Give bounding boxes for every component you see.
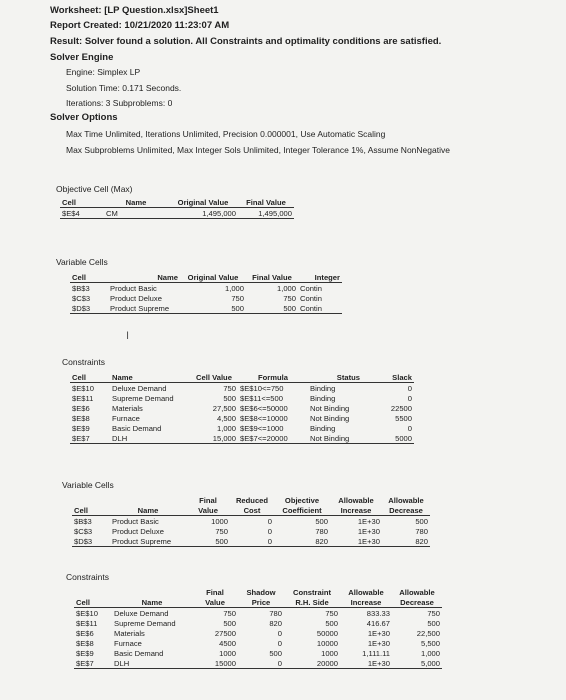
table-row [60, 208, 294, 219]
col-header: Name [104, 197, 168, 208]
col-header: Integer [298, 272, 342, 283]
cell-ref: $E$8 [72, 413, 90, 423]
constraint-rhs: 500 [325, 618, 338, 628]
worksheet-title: Worksheet: [LP Question.xlsx]Sheet1 [50, 5, 219, 16]
col-header: Name [110, 372, 190, 383]
objective-title: Objective Cell (Max) [56, 184, 133, 194]
cell-ref: $E$7 [74, 658, 112, 669]
cell-ref: $E$8 [76, 638, 94, 648]
col-header-top: Allowable [348, 587, 384, 597]
final-value: 1000 [211, 516, 228, 526]
cell-name: DLH [110, 433, 190, 444]
final-value: 750 [283, 293, 296, 303]
table-row [74, 608, 442, 619]
cell-ref: $C$3 [74, 526, 93, 536]
allowable-decrease: 5,000 [392, 658, 442, 669]
cell-ref: $E$11 [76, 618, 98, 628]
col-header: Increase [330, 505, 382, 516]
original-value: 750 [231, 293, 244, 303]
col-header-top [72, 495, 110, 505]
col-header-top: Allowable [388, 495, 424, 505]
allowable-increase: 1E+30 [367, 628, 390, 638]
constraints-sensitivity-table [74, 587, 442, 669]
col-header-top [112, 587, 192, 597]
cell-ref: $B$3 [72, 283, 90, 293]
col-header-top [110, 495, 186, 505]
col-header: Value [192, 597, 238, 608]
col-header: Decrease [392, 597, 442, 608]
table-row [70, 433, 414, 444]
final-value: 27500 [214, 628, 236, 638]
col-header: Original Value [180, 272, 246, 283]
engine-line: Iterations: 3 Subproblems: 0 [66, 98, 173, 108]
text-cursor-icon: I [126, 330, 130, 342]
formula: $E$6<=50000 [240, 403, 288, 413]
allowable-decrease: 750 [427, 608, 440, 618]
col-header: Cell [60, 197, 104, 208]
table-row [72, 516, 430, 527]
original-value: 1,495,000 [168, 208, 238, 219]
allowable-increase: 1,111.11 [362, 648, 390, 658]
col-header: Cell [74, 597, 112, 608]
col-header: Final Value [238, 197, 294, 208]
formula: $E$7<=20000 [238, 433, 308, 444]
col-header: Formula [238, 372, 308, 383]
objective-coefficient: 780 [315, 526, 328, 536]
shadow-price: 0 [277, 638, 282, 648]
options-title: Solver Options [50, 112, 118, 123]
slack: 5500 [395, 413, 412, 423]
col-header: Coefficient [274, 505, 330, 516]
allowable-increase: 833.33 [366, 608, 390, 618]
cell-name: Furnace [114, 638, 142, 648]
table-row [70, 303, 342, 314]
col-header-top: Reduced [235, 495, 269, 505]
final-value: 750 [223, 608, 236, 618]
constraint-rhs: 1000 [321, 648, 338, 658]
reduced-cost: 0 [267, 526, 272, 536]
col-header: Name [110, 505, 186, 516]
allowable-increase: 1E+30 [340, 658, 392, 669]
cell-value: 15,000 [190, 433, 238, 444]
cell-ref: $E$7 [70, 433, 110, 444]
status: Not Binding [308, 433, 362, 444]
options-line: Max Time Unlimited, Iterations Unlimited, Precision 0.000001, Use Automatic Scaling [66, 129, 386, 139]
integer-value: Contin [300, 293, 322, 303]
col-header-top: Final [206, 587, 224, 597]
constraints-title: Constraints [62, 357, 105, 367]
slack: 0 [407, 393, 412, 403]
status: Not Binding [310, 413, 350, 423]
allowable-decrease: 780 [415, 526, 428, 536]
col-header-top: Constraint [293, 587, 331, 597]
table-row [70, 413, 414, 423]
reduced-cost: 0 [267, 516, 272, 526]
engine-line: Engine: Simplex LP [66, 67, 141, 77]
shadow-price: 780 [269, 608, 282, 618]
cell-name: Supreme Demand [114, 618, 176, 628]
cell-ref: $E$10 [76, 608, 98, 618]
final-value: 1,495,000 [238, 208, 294, 219]
col-header-top: Objective [284, 495, 320, 505]
col-header-top [74, 587, 112, 597]
allowable-increase: 416.67 [366, 618, 390, 628]
table-row [74, 638, 442, 648]
status: Binding [310, 393, 336, 403]
cell-name: Product Basic [110, 283, 157, 293]
cell-ref: $D$3 [72, 536, 110, 547]
table-row [70, 403, 414, 413]
table-row [70, 283, 342, 294]
cell-value: 1,000 [216, 423, 236, 433]
integer-value: Contin [300, 283, 322, 293]
final-value: 4500 [219, 638, 236, 648]
formula: $E$9<=1000 [240, 423, 284, 433]
cell-ref: $E$10 [72, 383, 94, 393]
allowable-increase: 1E+30 [357, 526, 380, 536]
reduced-cost: 0 [230, 536, 274, 547]
cell-name: DLH [112, 658, 192, 669]
table-row [74, 618, 442, 628]
table-row [70, 293, 342, 303]
allowable-decrease: 500 [415, 516, 428, 526]
original-value: 1,000 [224, 283, 244, 293]
objective-coefficient: 820 [274, 536, 330, 547]
table-row [72, 526, 430, 536]
cell-ref: $E$9 [72, 423, 90, 433]
col-header: Increase [340, 597, 392, 608]
objective-table [60, 197, 294, 219]
cell-name: Product Deluxe [110, 293, 162, 303]
col-header: Status [308, 372, 362, 383]
col-header: Cell Value [190, 372, 238, 383]
cell-name: CM [104, 208, 168, 219]
table-row [72, 536, 430, 547]
shadow-price: 500 [269, 648, 282, 658]
final-value: 500 [186, 536, 230, 547]
constraint-rhs: 750 [325, 608, 338, 618]
cell-ref: $E$4 [60, 208, 104, 219]
variables-title: Variable Cells [56, 257, 108, 267]
cell-name: Supreme Demand [112, 393, 174, 403]
cell-ref: $B$3 [74, 516, 92, 526]
slack: 5000 [362, 433, 414, 444]
table-row [70, 423, 414, 433]
cell-ref: $E$6 [76, 628, 94, 638]
final-value: 500 [223, 618, 236, 628]
cell-ref: $D$3 [70, 303, 108, 314]
formula: $E$11<=500 [240, 393, 283, 403]
result-line: Result: Solver found a solution. All Constraints and optimality conditions are satisfied. [50, 36, 442, 47]
col-header: Cost [230, 505, 274, 516]
cell-value: 750 [223, 383, 236, 393]
col-header: Name [108, 272, 180, 283]
engine-line: Solution Time: 0.171 Seconds. [66, 83, 182, 93]
cell-name: Product Supreme [110, 536, 186, 547]
cell-ref: $C$3 [72, 293, 91, 303]
constraint-rhs: 20000 [284, 658, 340, 669]
report-created: Report Created: 10/21/2020 11:23:07 AM [50, 20, 230, 31]
variables-sensitivity-table [72, 495, 430, 547]
engine-title: Solver Engine [50, 52, 114, 63]
col-header: Value [186, 505, 230, 516]
slack: 22500 [390, 403, 412, 413]
final-value: 1000 [219, 648, 236, 658]
allowable-decrease: 5,500 [420, 638, 440, 648]
status: Binding [310, 383, 336, 393]
table-row [70, 393, 414, 403]
table-row [70, 383, 414, 394]
objective-coefficient: 500 [315, 516, 328, 526]
variables-table [70, 272, 342, 314]
table-row [74, 628, 442, 638]
status: Not Binding [310, 403, 350, 413]
cell-name: Deluxe Demand [114, 608, 169, 618]
cell-name: Materials [112, 403, 143, 413]
constraints-table [70, 372, 414, 444]
cell-name: Furnace [112, 413, 140, 423]
cell-name: Materials [114, 628, 145, 638]
constraint-rhs: 50000 [316, 628, 338, 638]
cell-name: Deluxe Demand [112, 383, 167, 393]
cell-name: Basic Demand [112, 423, 162, 433]
col-header: Cell [70, 272, 108, 283]
cell-value: 4,500 [216, 413, 236, 423]
allowable-decrease: 1,000 [420, 648, 440, 658]
col-header-top: Shadow [246, 587, 276, 597]
col-header: Decrease [382, 505, 430, 516]
cell-value: 500 [223, 393, 236, 403]
shadow-price: 0 [277, 628, 282, 638]
col-header: Name [112, 597, 192, 608]
status: Binding [310, 423, 336, 433]
col-header: Cell [70, 372, 110, 383]
cell-name: Product Supreme [108, 303, 180, 314]
shadow-price: 0 [238, 658, 284, 669]
allowable-decrease: 500 [427, 618, 440, 628]
col-header-top: Allowable [338, 495, 374, 505]
allowable-increase: 1E+30 [367, 638, 390, 648]
final-value: 15000 [192, 658, 238, 669]
constraints-sensitivity-title: Constraints [66, 572, 109, 582]
table-row [74, 658, 442, 669]
col-header: Cell [72, 505, 110, 516]
constraint-rhs: 10000 [316, 638, 338, 648]
cell-ref: $E$11 [72, 393, 94, 403]
col-header-top: Allowable [399, 587, 435, 597]
cell-ref: $E$6 [72, 403, 90, 413]
cell-name: Basic Demand [114, 648, 164, 658]
col-header: Original Value [168, 197, 238, 208]
allowable-increase: 1E+30 [330, 536, 382, 547]
final-value: 500 [246, 303, 298, 314]
original-value: 500 [180, 303, 246, 314]
variables-sensitivity-title: Variable Cells [62, 480, 114, 490]
cell-name: Product Deluxe [112, 526, 164, 536]
shadow-price: 820 [269, 618, 282, 628]
final-value: 1,000 [276, 283, 296, 293]
col-header: Final Value [246, 272, 298, 283]
slack: 0 [407, 423, 412, 433]
cell-value: 27,500 [212, 403, 236, 413]
formula: $E$10<=750 [240, 383, 284, 393]
slack: 0 [407, 383, 412, 393]
col-header: Slack [362, 372, 414, 383]
allowable-increase: 1E+30 [357, 516, 380, 526]
allowable-decrease: 22,500 [416, 628, 440, 638]
cell-ref: $E$9 [76, 648, 94, 658]
allowable-decrease: 820 [382, 536, 430, 547]
col-header: R.H. Side [284, 597, 340, 608]
cell-name: Product Basic [112, 516, 159, 526]
table-row [74, 648, 442, 658]
options-line: Max Subproblems Unlimited, Max Integer Sols Unlimited, Integer Tolerance 1%, Assume NonNegative [66, 145, 450, 155]
formula: $E$8<=10000 [240, 413, 288, 423]
integer-value: Contin [298, 303, 342, 314]
col-header: Price [238, 597, 284, 608]
final-value: 750 [215, 526, 228, 536]
col-header-top: Final [199, 495, 217, 505]
